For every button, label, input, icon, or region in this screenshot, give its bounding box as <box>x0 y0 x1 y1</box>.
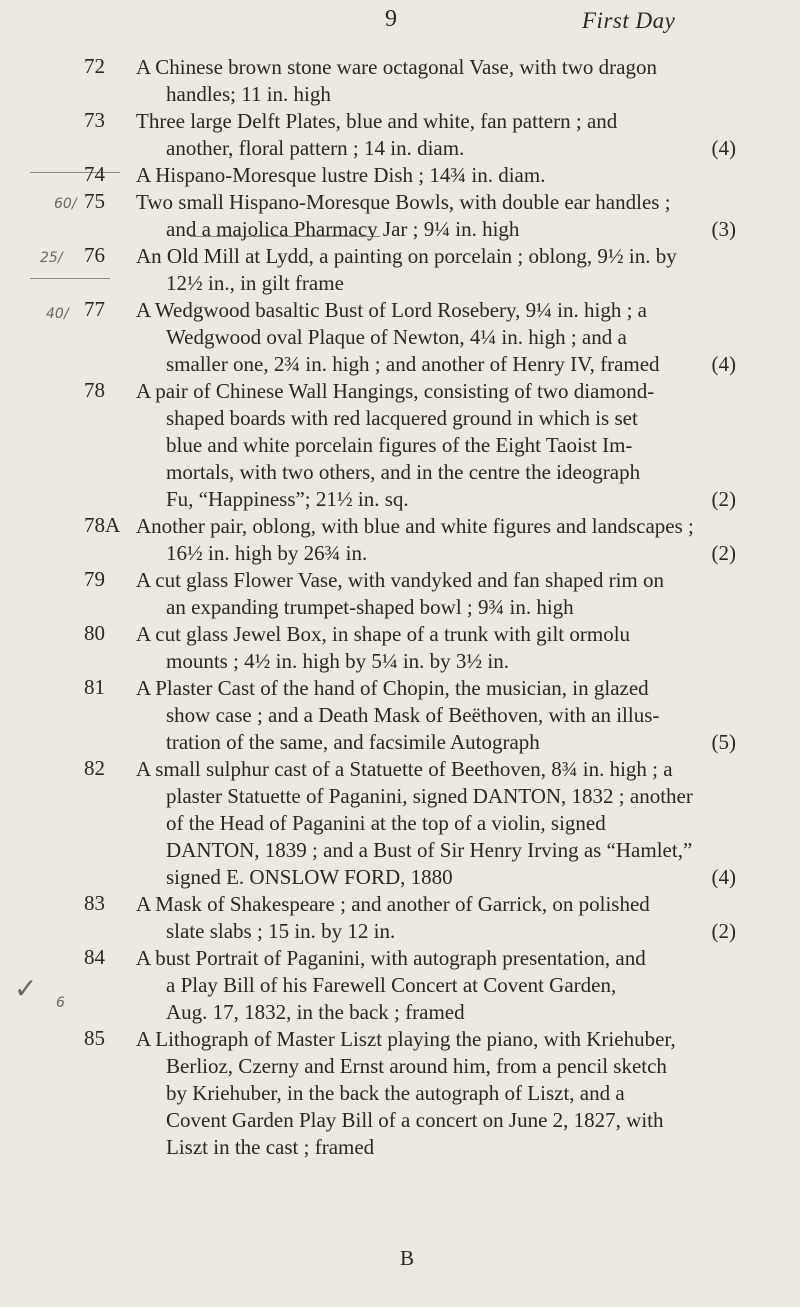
line-text: Aug. 17, 1832, in the back ; framed <box>166 1000 465 1024</box>
description-line <box>136 756 736 783</box>
line-text: mortals, with two others, and in the centre the ideograph <box>166 460 641 484</box>
line-text: A pair of Chinese Wall Hangings, consisting of two diamond- <box>136 379 655 403</box>
description-line <box>136 243 736 270</box>
description-line <box>136 162 736 189</box>
line-text: Wedgwood oval Plaque of Newton, 4¼ in. high ; and a <box>166 325 627 349</box>
description-line <box>136 405 736 432</box>
lot-quantity: (2) <box>711 541 736 565</box>
line-text: A bust Portrait of Paganini, with autograph presentation, and <box>136 946 646 970</box>
description-line <box>136 108 736 135</box>
description-line <box>136 324 736 351</box>
lot-entry <box>0 756 800 891</box>
description-line <box>136 729 736 756</box>
lot-number: 73 <box>84 108 105 132</box>
description-line <box>136 999 736 1026</box>
description-line <box>136 702 736 729</box>
lot-entry <box>0 243 800 297</box>
description-line <box>136 54 736 81</box>
description-line <box>136 918 736 945</box>
lot-description <box>136 108 736 162</box>
description-line <box>136 540 736 567</box>
line-text: A Lithograph of Master Liszt playing the piano, with Kriehuber, <box>136 1027 676 1051</box>
description-line <box>136 270 736 297</box>
line-text: 16½ in. high by 26¾ in. <box>166 541 368 565</box>
lot-entry <box>0 945 800 1026</box>
description-line <box>136 486 736 513</box>
lot-quantity: (4) <box>711 136 736 160</box>
lot-entry <box>0 378 800 513</box>
lot-description <box>136 513 736 567</box>
line-text: Covent Garden Play Bill of a concert on June 2, 1827, with <box>166 1108 664 1132</box>
margin-note: 60/ <box>54 196 77 212</box>
line-text: Liszt in the cast ; framed <box>166 1135 375 1159</box>
lot-number: 76 <box>84 243 105 267</box>
lot-entry <box>0 891 800 945</box>
page-number: 9 <box>385 6 397 32</box>
lot-number: 74 <box>84 162 105 186</box>
lot-number: 85 <box>84 1026 105 1050</box>
lot-entry <box>0 54 800 108</box>
lot-description <box>136 297 736 378</box>
line-text: shaped boards with red lacquered ground in which is set <box>166 406 638 430</box>
lot-number: 72 <box>84 54 105 78</box>
lot-entry <box>0 675 800 756</box>
description-line <box>136 378 736 405</box>
line-text: An Old Mill at Lydd, a painting on porcelain ; oblong, 9½ in. by <box>136 244 677 268</box>
line-text: tration of the same, and facsimile Autograph <box>166 730 540 754</box>
lot-quantity: (2) <box>711 487 736 511</box>
description-line <box>136 837 736 864</box>
description-line <box>136 567 736 594</box>
lot-list <box>0 54 800 1161</box>
description-line <box>136 945 736 972</box>
page-header <box>0 6 800 46</box>
line-text: A Hispano-Moresque lustre Dish ; 14¾ in. diam. <box>136 163 546 187</box>
line-text: of the Head of Paganini at the top of a violin, signed <box>166 811 606 835</box>
description-line <box>136 783 736 810</box>
line-text: signed E. ONSLOW FORD, 1880 <box>166 865 453 889</box>
line-text: A Wedgwood basaltic Bust of Lord Rosebery, 9¼ in. high ; a <box>136 298 647 322</box>
lot-number: 82 <box>84 756 105 780</box>
lot-number: 84 <box>84 945 105 969</box>
line-text: 12½ in., in gilt frame <box>166 271 344 295</box>
lot-description <box>136 756 736 891</box>
line-text: A Chinese brown stone ware octagonal Vase, with two dragon <box>136 55 658 79</box>
lot-description <box>136 243 736 297</box>
description-line <box>136 810 736 837</box>
lot-number: 79 <box>84 567 105 591</box>
lot-entry <box>0 567 800 621</box>
line-text: Two small Hispano-Moresque Bowls, with double ear handles ; <box>136 190 671 214</box>
line-text: Berlioz, Czerny and Ernst around him, from a pencil sketch <box>166 1054 667 1078</box>
lot-description <box>136 189 736 243</box>
lot-entry <box>0 513 800 567</box>
line-text: another, floral pattern ; 14 in. diam. <box>166 136 465 160</box>
lot-quantity: (2) <box>711 919 736 943</box>
line-text: A Mask of Shakespeare ; and another of Garrick, on polished <box>136 892 650 916</box>
description-line <box>136 891 736 918</box>
line-text: show case ; and a Death Mask of Beëthoven, with an illus- <box>166 703 660 727</box>
running-title: First Day <box>582 8 676 33</box>
lot-entry <box>0 297 800 378</box>
lot-quantity: (5) <box>711 730 736 754</box>
lot-entry <box>0 108 800 162</box>
lot-description <box>136 567 736 621</box>
lot-description <box>136 54 736 108</box>
line-text: Another pair, oblong, with blue and white figures and landscapes ; <box>136 514 694 538</box>
description-line <box>136 1134 736 1161</box>
line-text: mounts ; 4½ in. high by 5¼ in. by 3½ in. <box>166 649 510 673</box>
description-line <box>136 1053 736 1080</box>
description-line <box>136 135 736 162</box>
description-line <box>136 513 736 540</box>
lot-entry <box>0 621 800 675</box>
lot-description <box>136 945 736 1026</box>
line-text: and a majolica Pharmacy Jar ; 9¼ in. high <box>166 217 520 241</box>
margin-note: 25/ <box>40 250 63 266</box>
margin-note: 40/ <box>46 306 69 322</box>
line-text: handles; 11 in. high <box>166 82 331 106</box>
lot-number: 83 <box>84 891 105 915</box>
line-text: DANTON, 1839 ; and a Bust of Sir Henry Irving as “Hamlet,” <box>166 838 693 862</box>
tick-mark-icon: ✓ <box>14 972 38 1005</box>
line-text: Fu, “Happiness”; 21½ in. sq. <box>166 487 409 511</box>
lot-number: 78 <box>84 378 105 402</box>
lot-description <box>136 621 736 675</box>
description-line <box>136 297 736 324</box>
description-line <box>136 459 736 486</box>
description-line <box>136 351 736 378</box>
lot-description <box>136 675 736 756</box>
line-text: A cut glass Flower Vase, with vandyked and fan shaped rim on <box>136 568 665 592</box>
description-line <box>136 1080 736 1107</box>
margin-note: 6 <box>56 995 65 1011</box>
lot-entry <box>0 189 800 243</box>
line-text: Three large Delft Plates, blue and white, fan pattern ; and <box>136 109 618 133</box>
description-line <box>136 594 736 621</box>
description-line <box>136 621 736 648</box>
lot-number: 77 <box>84 297 105 321</box>
lot-number: 78A <box>84 513 121 537</box>
line-text: A cut glass Jewel Box, in shape of a trunk with gilt ormolu <box>136 622 631 646</box>
line-text: by Kriehuber, in the back the autograph of Liszt, and a <box>166 1081 625 1105</box>
line-text: smaller one, 2¾ in. high ; and another of Henry IV, framed <box>166 352 660 376</box>
description-line <box>136 972 736 999</box>
line-text: blue and white porcelain figures of the Eight Taoist Im- <box>166 433 633 457</box>
line-text: A small sulphur cast of a Statuette of Beethoven, 8¾ in. high ; a <box>136 757 673 781</box>
lot-description <box>136 378 736 513</box>
lot-entry <box>0 1026 800 1161</box>
description-line <box>136 216 736 243</box>
signature-mark: B <box>400 1246 415 1270</box>
description-line <box>136 81 736 108</box>
line-text: plaster Statuette of Paganini, signed DANTON, 1832 ; another <box>166 784 693 808</box>
description-line <box>136 1026 736 1053</box>
lot-entry <box>0 162 800 189</box>
lot-number: 80 <box>84 621 105 645</box>
lot-description <box>136 1026 736 1161</box>
lot-description <box>136 891 736 945</box>
lot-number: 75 <box>84 189 105 213</box>
line-text: an expanding trumpet-shaped bowl ; 9¾ in. high <box>166 595 574 619</box>
description-line <box>136 864 736 891</box>
lot-quantity: (3) <box>711 217 736 241</box>
lot-number: 81 <box>84 675 105 699</box>
line-text: A Plaster Cast of the hand of Chopin, the musician, in glazed <box>136 676 649 700</box>
description-line <box>136 648 736 675</box>
lot-description <box>136 162 736 189</box>
lot-quantity: (4) <box>711 865 736 889</box>
line-text: a Play Bill of his Farewell Concert at Covent Garden, <box>166 973 617 997</box>
description-line <box>136 675 736 702</box>
line-text: slate slabs ; 15 in. by 12 in. <box>166 919 396 943</box>
description-line <box>136 1107 736 1134</box>
lot-quantity: (4) <box>711 352 736 376</box>
description-line <box>136 432 736 459</box>
description-line <box>136 189 736 216</box>
